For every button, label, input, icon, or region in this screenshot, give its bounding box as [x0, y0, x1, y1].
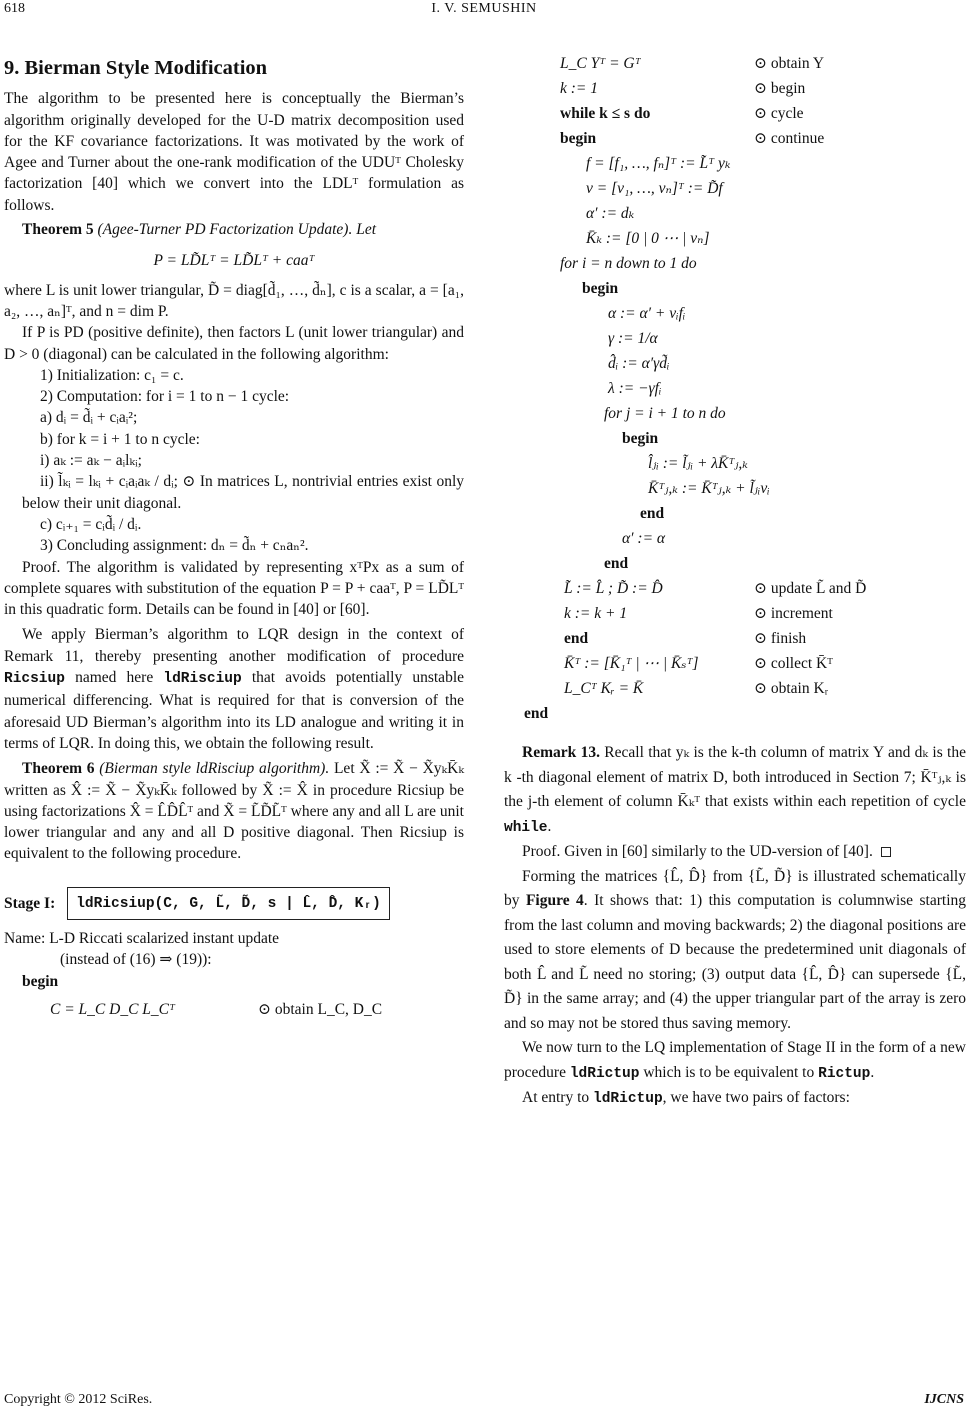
procedure-name: Ricsiup — [4, 671, 65, 688]
algo-comment: ⊙ begin — [754, 80, 806, 97]
text-run: named here — [75, 669, 154, 687]
algo-row — [504, 452, 966, 477]
stage-header — [4, 887, 464, 920]
step-line: 2) Computation: for i = 1 to n − 1 cycle: — [40, 388, 290, 406]
text-run: We now turn to the LQ implementation of Stage II in the form of a new procedure — [504, 1039, 966, 1081]
algo-row — [504, 377, 966, 402]
step-line: b) for k = i + 1 to n cycle: — [40, 430, 200, 448]
theorem-5-where: where L is unit lower triangular, D̃ = diag[d̃₁, …, d̃ₙ], c is a scalar, a = [a₁, a₂, …, aₙ]ᵀ, and n = dim P. — [4, 281, 464, 320]
algo-row — [504, 677, 966, 702]
stage-name-line-2: (instead of (16) ⇒ (19)): — [60, 951, 212, 969]
algorithm-steps — [4, 365, 464, 557]
algorithm-listing — [504, 52, 966, 727]
algo-code: L̃ := L̂ ; D̃ := D̂ — [564, 580, 663, 597]
algo-code: k := 1 — [560, 80, 599, 97]
begin-keyword: begin — [22, 972, 59, 990]
theorem-5-label: Theorem 5 — [22, 221, 94, 239]
algo-code: for j = i + 1 to n do — [604, 405, 726, 422]
algo-row — [504, 327, 966, 352]
qed-square-icon — [881, 847, 891, 857]
algo-comment: ⊙ obtain Kᵣ — [754, 680, 829, 697]
algo-code: α := α′ + vᵢfᵢ — [608, 305, 686, 322]
algo-row — [504, 77, 966, 102]
algo-code: C = L_C D_C L_Cᵀ — [50, 1000, 175, 1018]
step-line: 1) Initialization: c₁ = c. — [40, 366, 184, 384]
procedure-name: ldRisciup — [163, 671, 242, 688]
algo-code: L_Cᵀ Kᵣ = K̄ — [564, 680, 644, 697]
procedure-name: ldRictup — [593, 1091, 663, 1107]
algo-code: K̄ₖ := [0 | 0 ⋯ | vₙ] — [586, 230, 710, 247]
while-keyword: while — [504, 819, 548, 836]
algo-row — [504, 227, 966, 252]
proof-paragraph: Proof. The algorithm is validated by representing xᵀPx as a sum of complete squares with substitution of the equation P = P + caaᵀ, P = LD̃Lᵀ in this quadratic form. Details can be found in [40] or [60]. — [4, 558, 464, 619]
algo-row — [504, 477, 966, 502]
algo-comment: ⊙ collect K̄ᵀ — [754, 655, 833, 672]
algo-code: l̂ⱼᵢ := l̃ⱼᵢ + λK̄ᵀⱼ,ₖ — [648, 455, 748, 472]
algo-code: end — [564, 630, 589, 647]
theorem-5-equation: P = LD̃Lᵀ = LD̃Lᵀ + caaᵀ — [153, 252, 315, 270]
algo-comment: ⊙ obtain Y — [754, 55, 825, 72]
text-run: which is to be equivalent to — [643, 1063, 815, 1081]
theorem-6-name: (Bierman style ldRisciup algorithm). — [99, 760, 330, 778]
algo-row — [504, 152, 966, 177]
remark-13-label: Remark 13. — [522, 744, 600, 761]
algo-comment: ⊙ continue — [754, 130, 825, 147]
figure-4-paragraph — [504, 865, 966, 1037]
algo-code: end — [604, 555, 629, 572]
text-run: that avoids potentially unstable numerical differencing. What is required for that is conversion of the aforesaid UD Bierman’s algorithm into its LD analogue and writing it in terms of LQR. In doing this, we obtain the following result. — [4, 669, 464, 752]
algo-code: d̂ᵢ := α′γd̃ᵢ — [608, 355, 670, 372]
text-run: We apply Bierman’s algorithm to LQR design in the context of Remark 11, thereby presenting another modification of procedure — [4, 626, 464, 665]
algo-comment: ⊙ increment — [754, 605, 833, 622]
running-author: I. V. SEMUSHIN — [431, 1, 537, 16]
remark-13: Remark 13. Recall that yₖ is the k-th column of matrix Y and dₖ is the k -th diagonal element of matrix D, both introduced in Section 7; K̄ᵀⱼ,ₖ is the j-th element of column K̄ₖᵀ that exists within each repetition of cycle while. — [504, 744, 966, 836]
page-footer — [4, 1392, 964, 1408]
algo-code: while k ≤ s do — [560, 105, 651, 122]
algo-row — [504, 527, 966, 552]
step-line: 3) Concluding assignment: dₙ = d̃ₙ + cₙaₙ². — [40, 537, 309, 555]
algo-row — [504, 602, 966, 627]
algo-row — [4, 998, 464, 1023]
algo-code: begin — [560, 130, 597, 147]
algo-row — [504, 427, 966, 452]
text-run: Forming the matrices {L̂, D̂} from {L̃, D̃} is illustrated schematically by — [504, 867, 966, 909]
algo-row — [504, 502, 966, 527]
stage-name-line: Name: L-D Riccati scalarized instant update — [4, 929, 280, 947]
proof-2 — [504, 840, 966, 865]
algo-code: K̄ᵀ := [K̄₁ᵀ | ⋯ | K̄ₛᵀ] — [564, 655, 699, 672]
page-header — [0, 0, 968, 34]
algo-code: end — [524, 705, 549, 722]
section-title: 9. Bierman Style Modification — [4, 57, 268, 79]
algo-row — [504, 202, 966, 227]
stage-signature-box — [67, 887, 390, 920]
remark-13-body: Recall that yₖ is the k-th column of matrix Y and dₖ is the k -th diagonal element of matrix D, both introduced in Section 7; K̄ᵀⱼ,ₖ is the j-th element of column K̄ₖᵀ that exists within each repetition of cycle — [504, 744, 966, 810]
algo-row — [504, 352, 966, 377]
journal-name: IJCNS — [924, 1392, 964, 1407]
algo-code: k := k + 1 — [564, 605, 628, 622]
algo-row — [504, 552, 966, 577]
right-column — [504, 52, 966, 1112]
procedure-name: Rictup — [818, 1065, 871, 1082]
theorem-5-name: (Agee-Turner PD Factorization Update). Let — [97, 221, 377, 239]
algo-row — [504, 577, 966, 602]
algo-code: end — [640, 505, 665, 522]
copyright: Copyright © 2012 SciRes. — [4, 1392, 153, 1407]
algo-code: λ := −γfᵢ — [608, 380, 662, 397]
stage-signature: ldRicsiup(C, G, L̃, D̃, s | L̂, D̂, Kᵣ) — [76, 895, 381, 912]
left-column — [4, 52, 464, 1023]
ldrisciup-paragraph — [4, 624, 464, 754]
algo-row — [504, 702, 966, 727]
text-run: Proof. Given in [60] similarly to the UD-version of [40]. — [522, 843, 873, 860]
text-run: , we have two pairs of factors: — [662, 1089, 850, 1106]
algo-row — [504, 302, 966, 327]
algo-row — [504, 627, 966, 652]
algo-code: begin — [582, 280, 619, 297]
algo-comment: ⊙ update L̃ and D̃ — [754, 580, 867, 597]
algo-comment: ⊙ cycle — [754, 105, 804, 122]
text-run: . It shows that: 1) this computation is columnwise starting from the last column and moving backwards; 2) the diagonal positions are used to store elements of D because the predetermined unit diagonals of both L̂ and L̃ need no storing; (3) output data {L̂, D̂} can supersede {L̃, D̃} in the same array; and (4) the upper triangular part of the array is zero and so may not be stored thus saving memory. — [504, 892, 966, 1032]
figure-reference: Figure 4 — [525, 892, 584, 909]
algo-row — [504, 652, 966, 677]
page-number: 618 — [4, 1, 25, 16]
algo-code: v = [v₁, …, vₙ]ᵀ := D̃f — [586, 180, 723, 197]
algo-row — [504, 177, 966, 202]
entry-paragraph — [504, 1086, 966, 1112]
algo-code: α′ := α — [622, 530, 666, 547]
algo-code: α′ := dₖ — [586, 205, 635, 222]
theorem-5-statement — [4, 219, 464, 240]
algo-row — [504, 127, 966, 152]
stage-label: Stage I: — [4, 894, 56, 912]
step-line: c) cᵢ₊₁ = cᵢd̃ᵢ / dᵢ. — [40, 515, 142, 533]
algo-row — [504, 252, 966, 277]
algo-row — [504, 52, 966, 77]
step-line: i) aₖ := aₖ − aᵢlₖᵢ; — [40, 452, 142, 470]
algo-code: K̄ᵀⱼ,ₖ := K̄ᵀⱼ,ₖ + l̃ⱼᵢvᵢ — [648, 480, 770, 497]
stage-2-paragraph: We now turn to the LQ implementation of Stage II in the form of a new procedure ldRictup which is to be equivalent to Rictup. — [504, 1039, 966, 1082]
intro-paragraph: The algorithm to be presented here is conceptually the Bierman’s algorithm originally developed for the U-D matrix decomposition used for the KF covariance factorizations. It was motivated by the work of Agee and Turner about the one-rank modification of the UDUᵀ Cholesky factorization [40] which we convert into the LDLᵀ formulation as follows. — [4, 90, 464, 214]
algo-code: γ := 1/α — [608, 330, 658, 347]
algo-code: for i = n down to 1 do — [560, 255, 697, 272]
algo-comment: ⊙ finish — [754, 630, 807, 647]
theorem-6-body: Let X̃ := X̃ − X̃yₖK̄ₖ written as X̂ := X̃ − X̃yₖK̄ₖ followed by X̃ := X̂ in procedure Ricsiup be using factorizations X̂ = L̂D̂L̂ᵀ and X̃ = L̃D̃L̃ᵀ where any and all L are unit lower triangular and any and all D positive diagonal. Then Ricsiup is equivalent to the following procedure. — [4, 760, 465, 863]
step-line: a) dᵢ = d̃ᵢ + cᵢaᵢ²; — [40, 409, 138, 427]
algo-code: begin — [622, 430, 659, 447]
algo-row — [504, 102, 966, 127]
algo-code: L_C Yᵀ = Gᵀ — [560, 55, 641, 72]
theorem-5-condition: If P is PD (positive definite), then factors L (unit lower triangular) and D > 0 (diagonal) can be calculated in the following algorithm: — [4, 324, 464, 363]
theorem-6-statement — [4, 758, 464, 864]
theorem-6-label: Theorem 6 — [22, 760, 95, 778]
text-run: At entry to — [522, 1089, 590, 1106]
algo-row — [504, 277, 966, 302]
algo-code: f = [f₁, …, fₙ]ᵀ := L̃ᵀ yₖ — [586, 155, 731, 172]
procedure-name: ldRictup — [569, 1065, 640, 1082]
algo-comment: ⊙ obtain L_C, D_C — [258, 1000, 383, 1018]
algo-row — [504, 402, 966, 427]
step-line: ii) l̃ₖᵢ = lₖᵢ + cᵢaᵢaₖ / dᵢ; ⊙ In matrices L, nontrivial entries exist only below their unit diagonal. — [22, 473, 464, 512]
